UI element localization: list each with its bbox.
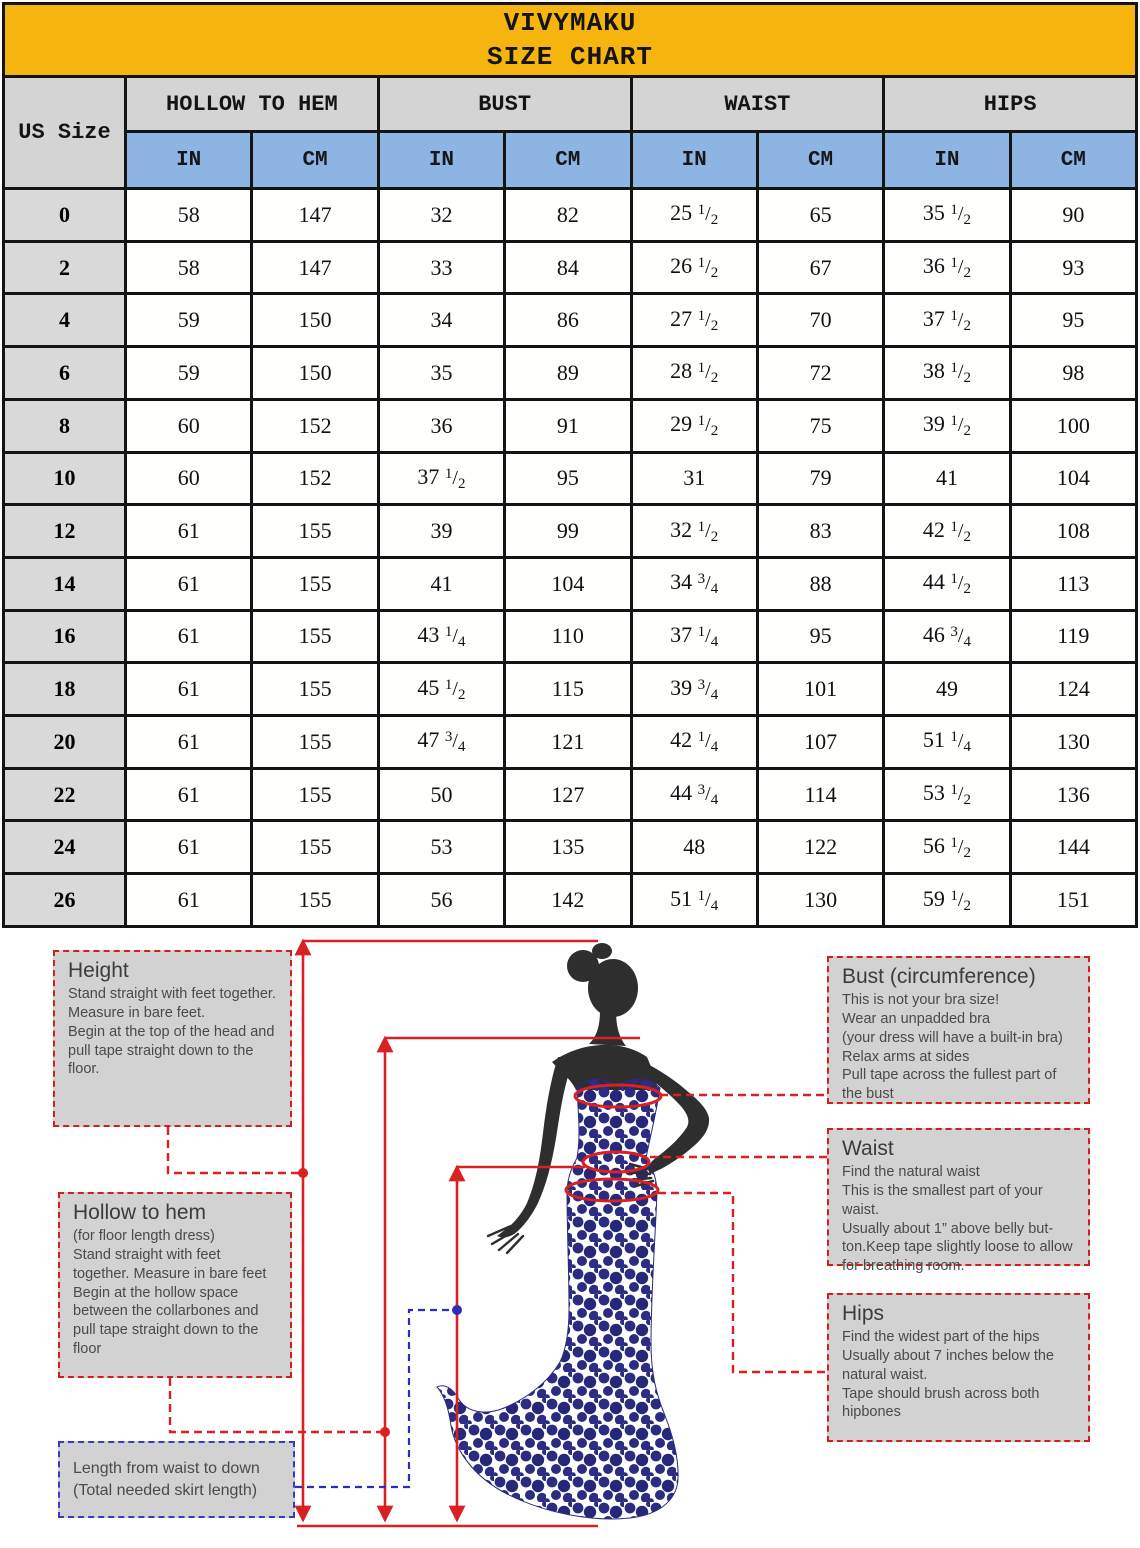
measurement-cell: 127 — [505, 768, 631, 821]
hips-box-line: Tape should brush across both hipbones — [842, 1385, 1040, 1421]
measurement-cell: 44 $^1/_2$ — [884, 557, 1010, 610]
measurement-cell: 37 $^1/_4$ — [631, 610, 757, 663]
measurement-cell: 59 — [126, 294, 252, 347]
measurement-cell: 35 — [378, 347, 504, 400]
bust-box-line: Relax arms at sides — [842, 1048, 970, 1065]
measurement-cell: 37 $^1/_2$ — [378, 452, 504, 505]
measurement-cell: 155 — [252, 663, 378, 716]
us-size-cell: 12 — [4, 505, 126, 558]
size-table-row — [4, 347, 1137, 400]
size-table-row — [4, 294, 1137, 347]
measurement-cell: 110 — [505, 610, 631, 663]
measurement-cell: 121 — [505, 716, 631, 769]
measurement-cell: 61 — [126, 557, 252, 610]
measurement-cell: 142 — [505, 874, 631, 927]
unit-header-in: IN — [126, 132, 252, 189]
measurement-cell: 33 — [378, 241, 504, 294]
measurement-cell: 95 — [1010, 294, 1136, 347]
size-table-row — [4, 189, 1137, 242]
hollow-to-hem-instruction-box — [58, 1192, 292, 1378]
measurement-cell: 100 — [1010, 399, 1136, 452]
us-size-cell: 0 — [4, 189, 126, 242]
unit-header-cm: CM — [505, 132, 631, 189]
measurement-cell: 144 — [1010, 821, 1136, 874]
measurement-cell: 136 — [1010, 768, 1136, 821]
bust-box-title: Bust (circumference) — [842, 965, 1036, 988]
measurement-cell: 37 $^1/_2$ — [884, 294, 1010, 347]
measurement-cell: 39 $^3/_4$ — [631, 663, 757, 716]
size-chart-table — [2, 2, 1138, 928]
measurement-cell: 45 $^1/_2$ — [378, 663, 504, 716]
measurement-cell: 113 — [1010, 557, 1136, 610]
measurement-cell: 101 — [757, 663, 883, 716]
hollow-box-connector — [170, 1378, 385, 1432]
size-table-row — [4, 452, 1137, 505]
length-from-waist-instruction-box — [58, 1441, 295, 1518]
us-size-cell: 22 — [4, 768, 126, 821]
us-size-cell: 16 — [4, 610, 126, 663]
measurement-cell: 53 — [378, 821, 504, 874]
measurement-cell: 155 — [252, 610, 378, 663]
measurement-cell: 61 — [126, 821, 252, 874]
size-table-row — [4, 241, 1137, 294]
column-group-hips: HIPS — [884, 77, 1137, 132]
size-table-row — [4, 716, 1137, 769]
hollow-box-line: Stand straight with feet together. Measure in bare feet — [73, 1246, 267, 1282]
measurement-cell: 86 — [505, 294, 631, 347]
measurement-cell: 25 $^1/_2$ — [631, 189, 757, 242]
measurement-cell: 60 — [126, 452, 252, 505]
measurement-cell: 32 $^1/_2$ — [631, 505, 757, 558]
measurement-cell: 43 $^1/_4$ — [378, 610, 504, 663]
height-connector-dot — [298, 1168, 308, 1178]
measurement-cell: 104 — [505, 557, 631, 610]
measurement-diagram — [0, 930, 1140, 1548]
length-connector-dot — [452, 1305, 462, 1315]
measurement-cell: 108 — [1010, 505, 1136, 558]
measurement-cell: 34 — [378, 294, 504, 347]
measurement-cell: 150 — [252, 294, 378, 347]
measurement-cell: 124 — [1010, 663, 1136, 716]
measurement-cell: 89 — [505, 347, 631, 400]
measurement-cell: 99 — [505, 505, 631, 558]
waist-box-line: Find the natural waist — [842, 1164, 980, 1180]
measurement-cell: 32 — [378, 189, 504, 242]
mermaid-gown — [437, 1079, 678, 1518]
table-subtitle: SIZE CHART — [486, 42, 654, 72]
measurement-cell: 41 — [378, 557, 504, 610]
brand-title: VIVYMAKU — [503, 7, 637, 38]
us-size-cell: 24 — [4, 821, 126, 874]
measurement-cell: 115 — [505, 663, 631, 716]
measurement-cell: 31 — [631, 452, 757, 505]
measurement-cell: 56 $^1/_2$ — [884, 821, 1010, 874]
measurement-cell: 104 — [1010, 452, 1136, 505]
size-table-row — [4, 399, 1137, 452]
measurement-cell: 50 — [378, 768, 504, 821]
length-box-line: Length from waist to down — [73, 1460, 260, 1478]
measurement-cell: 114 — [757, 768, 883, 821]
hips-instruction-box — [827, 1293, 1090, 1442]
measurement-cell: 150 — [252, 347, 378, 400]
us-size-cell: 20 — [4, 716, 126, 769]
measurement-cell: 60 — [126, 399, 252, 452]
measurement-cell: 34 $^3/_4$ — [631, 557, 757, 610]
measurement-cell: 41 — [884, 452, 1010, 505]
measurement-cell: 47 $^3/_4$ — [378, 716, 504, 769]
size-table-row — [4, 610, 1137, 663]
size-table-row — [4, 821, 1137, 874]
measurement-cell: 135 — [505, 821, 631, 874]
unit-header-in: IN — [378, 132, 504, 189]
column-group-bust: BUST — [378, 77, 631, 132]
measurement-cell: 151 — [1010, 874, 1136, 927]
measurement-cell: 61 — [126, 874, 252, 927]
measurement-cell: 82 — [505, 189, 631, 242]
measurement-cell: 122 — [757, 821, 883, 874]
length-box-line: (Total needed skirt length) — [73, 1482, 258, 1499]
unit-header-cm: CM — [252, 132, 378, 189]
hips-box-title: Hips — [842, 1302, 885, 1325]
measurement-cell: 28 $^1/_2$ — [631, 347, 757, 400]
measurement-cell: 155 — [252, 716, 378, 769]
measurement-cell: 39 $^1/_2$ — [884, 399, 1010, 452]
unit-header-cm: CM — [757, 132, 883, 189]
hollow-box-line: (for floor length dress) — [73, 1228, 215, 1244]
measurement-cell: 38 $^1/_2$ — [884, 347, 1010, 400]
measurement-cell: 36 $^1/_2$ — [884, 241, 1010, 294]
measurement-cell: 147 — [252, 189, 378, 242]
measurement-cell: 35 $^1/_2$ — [884, 189, 1010, 242]
unit-header-in: IN — [884, 132, 1010, 189]
measurement-cell: 88 — [757, 557, 883, 610]
hips-box-connector — [658, 1193, 827, 1372]
us-size-cell: 14 — [4, 557, 126, 610]
measurement-cell: 42 $^1/_2$ — [884, 505, 1010, 558]
height-box-title: Height — [68, 959, 129, 982]
size-table-row — [4, 663, 1137, 716]
measurement-cell: 36 — [378, 399, 504, 452]
hollow-connector-dot — [380, 1427, 390, 1437]
bust-box-line: This is not your bra size! — [842, 992, 1000, 1008]
measurement-cell: 61 — [126, 768, 252, 821]
measurement-cell: 44 $^3/_4$ — [631, 768, 757, 821]
measurement-cell: 61 — [126, 610, 252, 663]
measurement-cell: 95 — [505, 452, 631, 505]
size-table-row — [4, 557, 1137, 610]
measurement-cell: 130 — [757, 874, 883, 927]
us-size-cell: 4 — [4, 294, 126, 347]
us-size-cell: 6 — [4, 347, 126, 400]
head — [588, 959, 638, 1017]
measurement-cell: 51 $^1/_4$ — [631, 874, 757, 927]
measurement-cell: 59 — [126, 347, 252, 400]
measurement-cell: 152 — [252, 452, 378, 505]
measurement-cell: 49 — [884, 663, 1010, 716]
height-box-line: Begin at the top of the head and pull tape straight down to the floor. — [68, 1023, 275, 1078]
hips-box-line: Usually about 7 inches below the natural waist. — [842, 1347, 1054, 1383]
measurement-cell: 107 — [757, 716, 883, 769]
hollow-box-line: Begin at the hollow space between the collarbones and pull tape straight down to the floor — [73, 1284, 259, 1358]
measurement-cell: 79 — [757, 452, 883, 505]
waist-box-line: Usually about 1” above belly but-ton.Keep tape slightly loose to allow for breathing room. — [842, 1220, 1073, 1275]
measurement-cell: 155 — [252, 505, 378, 558]
measurement-cell: 58 — [126, 241, 252, 294]
measurement-cell: 61 — [126, 663, 252, 716]
measurement-cell: 53 $^1/_2$ — [884, 768, 1010, 821]
measurement-cell: 90 — [1010, 189, 1136, 242]
measurement-cell: 155 — [252, 821, 378, 874]
size-table-row — [4, 505, 1137, 558]
measurement-cell: 155 — [252, 557, 378, 610]
measurement-cell: 46 $^3/_4$ — [884, 610, 1010, 663]
height-box-line: Stand straight with feet together. — [68, 986, 276, 1002]
measurement-cell: 48 — [631, 821, 757, 874]
unit-header-cm: CM — [1010, 132, 1136, 189]
measurement-cell: 26 $^1/_2$ — [631, 241, 757, 294]
measurement-cell: 39 — [378, 505, 504, 558]
unit-header-in: IN — [631, 132, 757, 189]
waist-instruction-box — [827, 1128, 1090, 1275]
measurement-cell: 56 — [378, 874, 504, 927]
waist-box-title: Waist — [842, 1137, 894, 1160]
measurement-cell: 65 — [757, 189, 883, 242]
measurement-cell: 93 — [1010, 241, 1136, 294]
measurement-cell: 67 — [757, 241, 883, 294]
measurement-cell: 155 — [252, 768, 378, 821]
bust-box-line: Pull tape across the fullest part of the bust — [842, 1067, 1057, 1103]
height-box-connector — [168, 1127, 303, 1173]
us-size-cell: 26 — [4, 874, 126, 927]
measurement-cell: 61 — [126, 505, 252, 558]
column-group-waist: WAIST — [631, 77, 884, 132]
measurement-cell: 75 — [757, 399, 883, 452]
bust-instruction-box — [827, 956, 1090, 1104]
height-box-line: Measure in bare feet. — [68, 1004, 206, 1021]
measurement-cell: 95 — [757, 610, 883, 663]
measurement-cell: 61 — [126, 716, 252, 769]
bust-box-line: (your dress will have a built-in bra) — [842, 1029, 1063, 1046]
us-size-cell: 8 — [4, 399, 126, 452]
length-box-connector — [295, 1310, 457, 1487]
measurement-cell: 152 — [252, 399, 378, 452]
measurement-cell: 155 — [252, 874, 378, 927]
measurement-cell: 59 $^1/_2$ — [884, 874, 1010, 927]
us-size-cell: 10 — [4, 452, 126, 505]
measurement-cell: 84 — [505, 241, 631, 294]
measurement-cell: 27 $^1/_2$ — [631, 294, 757, 347]
height-instruction-box — [53, 950, 292, 1127]
measurement-cell: 130 — [1010, 716, 1136, 769]
measurement-cell: 29 $^1/_2$ — [631, 399, 757, 452]
measurement-cell: 70 — [757, 294, 883, 347]
left-arm — [497, 1057, 574, 1237]
measurement-cell: 91 — [505, 399, 631, 452]
us-size-cell: 2 — [4, 241, 126, 294]
hollow-box-title: Hollow to hem — [73, 1201, 207, 1224]
measurement-cell: 72 — [757, 347, 883, 400]
size-table-row — [4, 768, 1137, 821]
us-size-header: US Size — [4, 77, 126, 189]
measurement-cell: 83 — [757, 505, 883, 558]
measurement-cell: 119 — [1010, 610, 1136, 663]
measurement-cell: 58 — [126, 189, 252, 242]
size-table-row — [4, 874, 1137, 927]
waist-box-line: This is the smallest part of your waist. — [842, 1182, 1043, 1218]
column-group-hollow-to-hem: HOLLOW TO HEM — [126, 77, 379, 132]
measurement-cell: 51 $^1/_4$ — [884, 716, 1010, 769]
measurement-cell: 42 $^1/_4$ — [631, 716, 757, 769]
size-table-body — [4, 189, 1137, 927]
bust-box-line: Wear an unpadded bra — [842, 1010, 991, 1027]
hips-box-line: Find the widest part of the hips — [842, 1329, 1040, 1345]
measurement-cell: 147 — [252, 241, 378, 294]
table-title-banner — [4, 4, 1137, 77]
us-size-cell: 18 — [4, 663, 126, 716]
measurement-cell: 98 — [1010, 347, 1136, 400]
